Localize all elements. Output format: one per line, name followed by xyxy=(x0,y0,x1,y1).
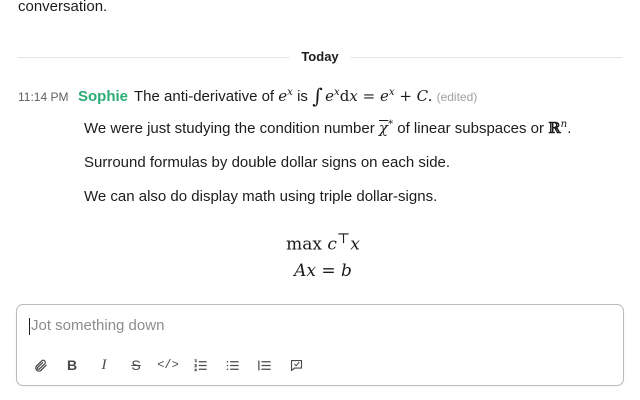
edited-label: (edited) xyxy=(436,90,478,104)
line-1-suffix: . xyxy=(567,120,572,137)
message-line-3: We can also do display math using triple dollar-signs. xyxy=(84,188,438,205)
message-sender[interactable]: Sophie xyxy=(78,88,129,105)
line-1-prefix: We were just studying the condition number xyxy=(84,120,379,137)
italic-button[interactable]: I xyxy=(101,356,107,373)
inline-math-chi: χ* xyxy=(378,119,394,137)
text-caret xyxy=(29,318,30,335)
line-1-mid: of linear subspaces or xyxy=(393,120,549,137)
message-header-row xyxy=(18,82,622,108)
display-math-line-2: Ax = b xyxy=(294,260,352,281)
message-line-1 xyxy=(84,108,622,146)
send-icon[interactable] xyxy=(281,351,311,379)
chat-message xyxy=(0,82,640,290)
composer-placeholder: Jot something down xyxy=(31,317,165,334)
display-math-block xyxy=(84,214,562,290)
message-body xyxy=(78,108,622,290)
day-divider xyxy=(0,46,640,68)
ordered-list-button[interactable] xyxy=(185,351,215,379)
previous-message-fragment: conversation. xyxy=(18,0,108,15)
bulleted-list-button[interactable] xyxy=(217,351,247,379)
blockquote-button[interactable] xyxy=(249,351,279,379)
formatting-toolbar xyxy=(17,347,623,385)
bold-button[interactable]: B xyxy=(66,357,78,373)
inline-math-reals: ℝ$^n$ xyxy=(548,119,568,137)
attach-icon[interactable] xyxy=(25,351,55,379)
message-line-2: Surround formulas by double dollar signs on each side. xyxy=(84,154,451,171)
first-line-mid: is xyxy=(292,88,313,105)
message-timestamp: 11:14 PM xyxy=(18,90,69,104)
composer-container xyxy=(0,304,640,400)
strikethrough-button[interactable]: S xyxy=(131,357,141,373)
message-composer[interactable] xyxy=(16,304,624,386)
display-math-line-1: max c⊤x xyxy=(286,231,360,255)
message-first-line xyxy=(134,82,622,108)
code-button[interactable]: </> xyxy=(157,358,179,372)
day-divider-label: Today xyxy=(289,46,350,68)
composer-input-row[interactable] xyxy=(17,305,623,347)
inline-math-integral: ∫ $e^xdx = e^x + C$. xyxy=(312,84,433,108)
inline-math-exp: $e^x$ xyxy=(278,87,293,105)
first-line-prefix: The anti-derivative of xyxy=(134,88,279,105)
